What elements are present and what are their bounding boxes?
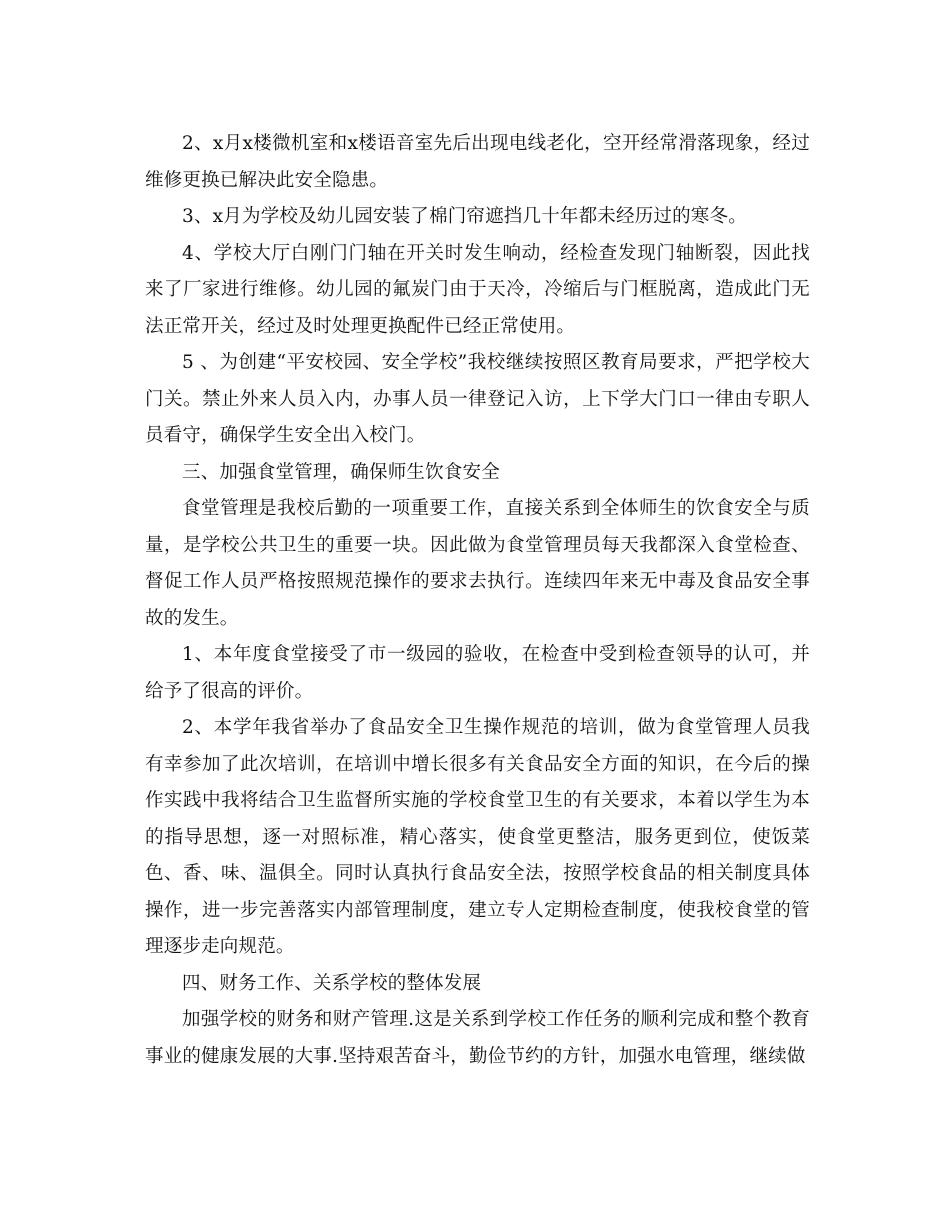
paragraph-item-4-door-repair: 4、学校大厅白刚门门轴在开关时发生响动，经检查发现门轴断裂，因此找来了厂家进行维修。幼儿园的氟炭门由于天冷，冷缩后与门框脱离，造成此门无法正常开关，经过及时处理更换配件已经正常使用。 — [145, 242, 810, 337]
paragraph-item-5-safe-campus: 5 、为创建“平安校园、安全学校”我校继续按照区教育局要求，严把学校大门关。禁止外来人员入内，办事人员一律登记入访，上下学大门口一律由专职人员看守，确保学生安全出入校门。 — [145, 352, 810, 446]
document-body — [145, 126, 810, 1075]
paragraph-item-2-wiring: 2、x月x楼微机室和x楼语音室先后出现电线老化，空开经常滑落现象，经过维修更换已解决此安全隐患。 — [145, 133, 810, 191]
paragraph-canteen-item-2: 2、本学年我省举办了食品安全卫生操作规范的培训，做为食堂管理人员我有幸参加了此次培训，在培训中增长很多有关食品安全方面的知识，在今后的操作实践中我将结合卫生监督所实施的学校食堂卫生的有关要求，本着以学生为本的指导思想，逐一对照标准，精心落实，使食堂更整洁，服务更到位，使饭菜色、香、味、温俱全。同时认真执行食品安全法，按照学校食品的相关制度具体操作，进一步完善落实内部管理制度，建立专人定期检查制度，使我校食堂的管理逐步走向规范。 — [145, 717, 810, 957]
section-heading-finance: 四、财务工作、关系学校的整体发展 — [182, 972, 482, 994]
section-heading-canteen: 三、加强食堂管理，确保师生饮食安全 — [182, 461, 500, 483]
paragraph-canteen-item-1: 1、本年度食堂接受了市一级园的验收，在检查中受到检查领导的认可，并给予了很高的评价。 — [145, 644, 810, 702]
paragraph-canteen-management: 食堂管理是我校后勤的一项重要工作，直接关系到全体师生的饮食安全与质量，是学校公共卫生的重要一块。因此做为食堂管理员每天我都深入食堂检查、督促工作人员严格按照规范操作的要求去执行。连续四年来无中毒及食品安全事故的发生。 — [145, 498, 810, 629]
paragraph-finance-management: 加强学校的财务和财产管理.这是关系到学校工作任务的顺利完成和整个教育事业的健康发展的大事.坚持艰苦奋斗，勤俭节约的方针，加强水电管理，继续做 — [145, 1009, 810, 1067]
paragraph-item-3-curtains: 3、x月为学校及幼儿园安装了棉门帘遮挡几十年都未经历过的寒冬。 — [182, 206, 747, 227]
